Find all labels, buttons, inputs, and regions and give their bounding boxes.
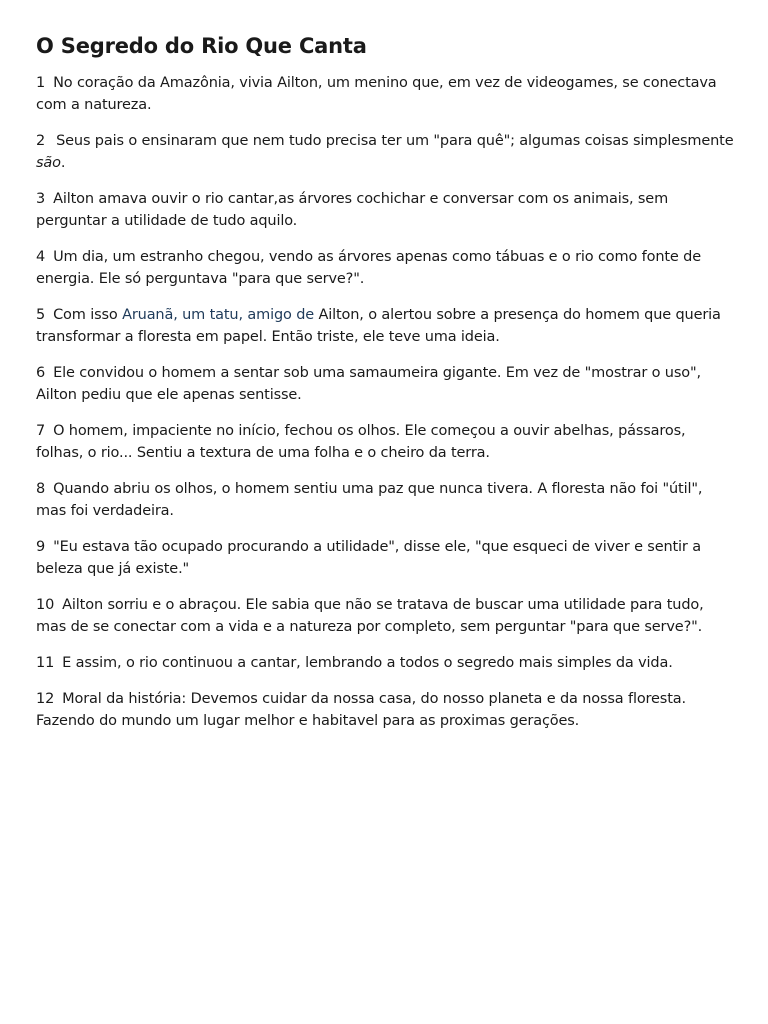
paragraph-number: 8 <box>36 481 46 497</box>
paragraph-number: 12 <box>36 691 55 707</box>
paragraph-number: 6 <box>36 365 46 381</box>
paragraph-text: Ailton amava ouvir o rio cantar,as árvores cochichar e conversar com os animais, sem perguntar a utilidade de tudo aquilo. <box>36 191 669 229</box>
paragraph-4 <box>36 246 736 290</box>
paragraph-number: 4 <box>36 249 46 265</box>
paragraph-text-end: . <box>60 155 66 171</box>
paragraph-12 <box>36 688 736 732</box>
paragraph-text: Quando abriu os olhos, o homem sentiu uma paz que nunca tivera. A floresta não foi "útil", mas foi verdadeira. <box>36 481 703 519</box>
paragraph-1 <box>36 72 736 116</box>
paragraph-number: 11 <box>36 655 55 671</box>
paragraph-text: Moral da história: Devemos cuidar da nossa casa, do nosso planeta e da nossa floresta. Fazendo do mundo um lugar melhor e habitavel para as proximas gerações. <box>36 691 686 729</box>
paragraph-number: 3 <box>36 191 46 207</box>
paragraph-6 <box>36 362 736 406</box>
paragraph-7 <box>36 420 736 464</box>
document-title: O Segredo do Rio Que Canta <box>36 34 367 58</box>
paragraph-text: "Eu estava tão ocupado procurando a utilidade", disse ele, "que esqueci de viver e sentir a beleza que já existe." <box>36 539 701 577</box>
paragraph-text: O homem, impaciente no início, fechou os olhos. Ele começou a ouvir abelhas, pássaros, folhas, o rio... Sentiu a textura de uma folha e o cheiro da terra. <box>36 423 686 461</box>
paragraph-number: 7 <box>36 423 46 439</box>
paragraph-emphasis: são <box>36 155 61 171</box>
paragraph-3 <box>36 188 736 232</box>
paragraph-text: Seus pais o ensinaram que nem tudo precisa ter um "para quê"; algumas coisas simplesmente <box>56 133 734 149</box>
paragraph-text: Ailton sorriu e o abraçou. Ele sabia que não se tratava de buscar uma utilidade para tudo, mas de se conectar com a vida e a natureza por completo, sem perguntar "para que serve?". <box>36 597 704 635</box>
paragraph-text: E assim, o rio continuou a cantar, lembrando a todos o segredo mais simples da vida. <box>62 655 673 671</box>
document-page <box>36 34 736 746</box>
paragraph-5 <box>36 304 736 348</box>
paragraph-9 <box>36 536 736 580</box>
paragraph-text-end: Ailton, o alertou sobre a presença do homem que queria transformar a floresta em papel. Então triste, ele teve uma ideia. <box>36 307 721 345</box>
paragraph-text: No coração da Amazônia, vivia Ailton, um menino que, em vez de videogames, se conectava com a natureza. <box>36 75 717 113</box>
paragraph-number: 1 <box>36 75 46 91</box>
paragraph-text: Um dia, um estranho chegou, vendo as árvores apenas como tábuas e o rio como fonte de energia. Ele só perguntava "para que serve?". <box>36 249 701 287</box>
paragraph-number: 10 <box>36 597 55 613</box>
paragraph-number: 2 <box>36 133 46 149</box>
character-link[interactable]: Aruanã, um tatu, amigo de <box>122 307 315 323</box>
paragraph-number: 9 <box>36 539 46 555</box>
paragraph-2 <box>36 130 736 174</box>
paragraph-text: Ele convidou o homem a sentar sob uma samaumeira gigante. Em vez de "mostrar o uso", Ailton pediu que ele apenas sentisse. <box>36 365 701 403</box>
paragraph-10 <box>36 594 736 638</box>
paragraph-11 <box>36 652 736 674</box>
paragraph-8 <box>36 478 736 522</box>
paragraph-text: Com isso <box>53 307 123 323</box>
paragraph-number: 5 <box>36 307 46 323</box>
